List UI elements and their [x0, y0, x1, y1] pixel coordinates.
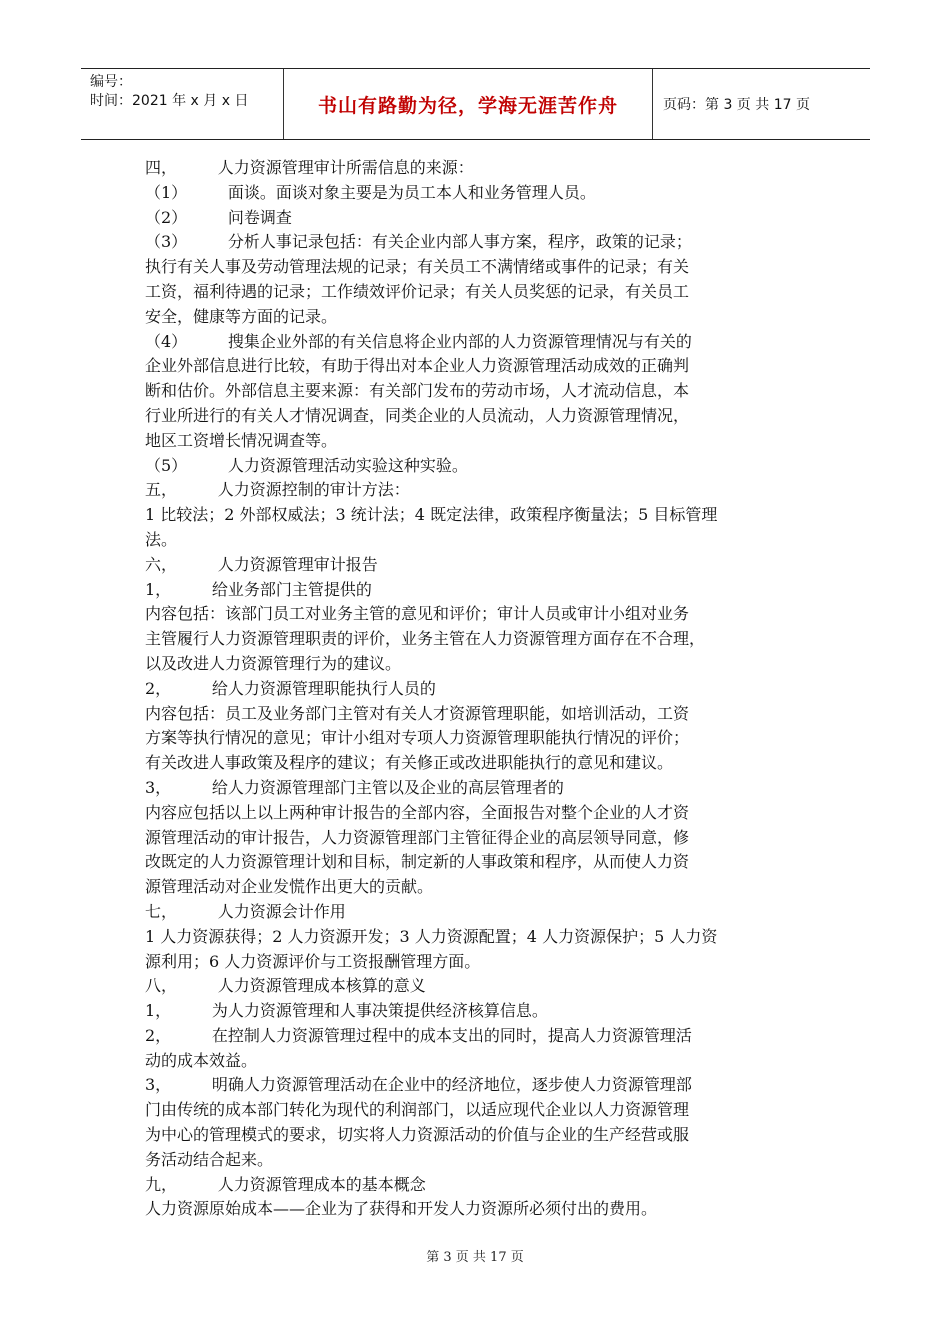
text-line: 八， 人力资源管理成本核算的意义 — [145, 976, 426, 996]
header-page-info: 页码：第 3 页 共 17 页 — [663, 97, 810, 113]
text-line: 六， 人力资源管理审计报告 — [145, 554, 378, 574]
text-line: 内容包括：该部门员工对业务主管的意见和评价；审计人员或审计小组对业务 — [145, 604, 690, 624]
text-line: 地区工资增长情况调查等。 — [145, 430, 338, 450]
text-line: 改既定的人力资源管理计划和目标，制定新的人事政策和程序，从而使人力资 — [145, 852, 690, 872]
text-line: 以及改进人力资源管理行为的建议。 — [145, 653, 402, 673]
text-line: 工资，福利待遇的记录；工作绩效评价记录；有关人员奖惩的记录，有关员工 — [145, 281, 690, 301]
text-line: （3） 分析人事记录包括：有关企业内部人事方案，程序，政策的记录； — [145, 232, 692, 252]
text-line: （2） 问卷调查 — [145, 207, 292, 227]
header-motto: 书山有路勤为径，学海无涯苦作舟 — [284, 69, 653, 139]
text-line: 1， 给业务部门主管提供的 — [145, 579, 372, 599]
text-line: 门由传统的成本部门转化为现代的利润部门，以适应现代企业以人力资源管理 — [145, 1100, 690, 1120]
text-line: 1， 为人力资源管理和人事决策提供经济核算信息。 — [145, 1001, 548, 1021]
text-line: 安全，健康等方面的记录。 — [145, 306, 338, 326]
document-number-label: 编号： — [90, 74, 132, 90]
text-line: 3， 给人力资源管理部门主管以及企业的高层管理者的 — [145, 777, 564, 797]
text-line: 1 比较法；2 外部权威法；3 统计法；4 既定法律，政策程序衡量法；5 目标管理 — [145, 505, 718, 525]
text-line: 务活动结合起来。 — [145, 1149, 274, 1169]
text-line: 1 人力资源获得；2 人力资源开发；3 人力资源配置；4 人力资源保护；5 人力资 — [145, 926, 718, 946]
text-line: 七， 人力资源会计作用 — [145, 901, 346, 921]
text-line: （5） 人力资源管理活动实验这种实验。 — [145, 455, 468, 475]
text-line: 2， 在控制人力资源管理过程中的成本支出的同时，提高人力资源管理活 — [145, 1025, 692, 1045]
text-line: 动的成本效益。 — [145, 1050, 258, 1070]
header-meta — [81, 69, 284, 139]
text-line: 主管履行人力资源管理职责的评价，业务主管在人力资源管理方面存在不合理， — [145, 629, 706, 649]
text-line: 四， 人力资源管理审计所需信息的来源： — [145, 158, 474, 177]
text-line: 行业所进行的有关人才情况调查，同类企业的人员流动，人力资源管理情况， — [145, 405, 690, 425]
text-line: 源管理活动的审计报告，人力资源管理部门主管征得企业的高层领导同意，修 — [145, 827, 690, 847]
text-line: 源管理活动对企业发慌作出更大的贡献。 — [145, 877, 434, 897]
text-line: 3， 明确人力资源管理活动在企业中的经济地位，逐步使人力资源管理部 — [145, 1075, 692, 1095]
text-line: 五， 人力资源控制的审计方法： — [145, 480, 410, 500]
text-line: 人力资源原始成本——企业为了获得和开发人力资源所必须付出的费用。 — [145, 1199, 658, 1219]
text-line: 执行有关人事及劳动管理法规的记录；有关员工不满情绪或事件的记录；有关 — [145, 257, 690, 277]
text-line: 企业外部信息进行比较，有助于得出对本企业人力资源管理活动成效的正确判 — [145, 356, 690, 376]
text-line: 法。 — [145, 529, 178, 549]
text-line: 2， 给人力资源管理职能执行人员的 — [145, 678, 436, 698]
page-header — [81, 68, 870, 140]
text-line: （1） 面谈。面谈对象主要是为员工本人和业务管理人员。 — [145, 182, 596, 202]
document-body — [145, 156, 815, 1222]
text-line: （4） 搜集企业外部的有关信息将企业内部的人力资源管理情况与有关的 — [145, 331, 692, 351]
text-line: 方案等执行情况的意见；审计小组对专项人力资源管理职能执行情况的评价； — [145, 728, 690, 748]
text-line: 内容包括：员工及业务部门主管对有关人才资源管理职能，如培训活动，工资 — [145, 703, 690, 723]
document-date-label: 时间：2021 年 x 月 x 日 — [90, 93, 249, 109]
text-line: 断和估价。外部信息主要来源：有关部门发布的劳动市场，人才流动信息，本 — [145, 381, 690, 401]
text-line: 内容应包括以上以上两种审计报告的全部内容，全面报告对整个企业的人才资 — [145, 802, 690, 822]
text-line: 源利用；6 人力资源评价与工资报酬管理方面。 — [145, 951, 481, 971]
page-footer: 第 3 页 共 17 页 — [426, 1250, 524, 1265]
text-line: 九， 人力资源管理成本的基本概念 — [145, 1174, 426, 1194]
text-line: 为中心的管理模式的要求，切实将人力资源活动的价值与企业的生产经营或服 — [145, 1125, 690, 1145]
text-line: 有关改进人事政策及程序的建议；有关修正或改进职能执行的意见和建议。 — [145, 753, 674, 773]
